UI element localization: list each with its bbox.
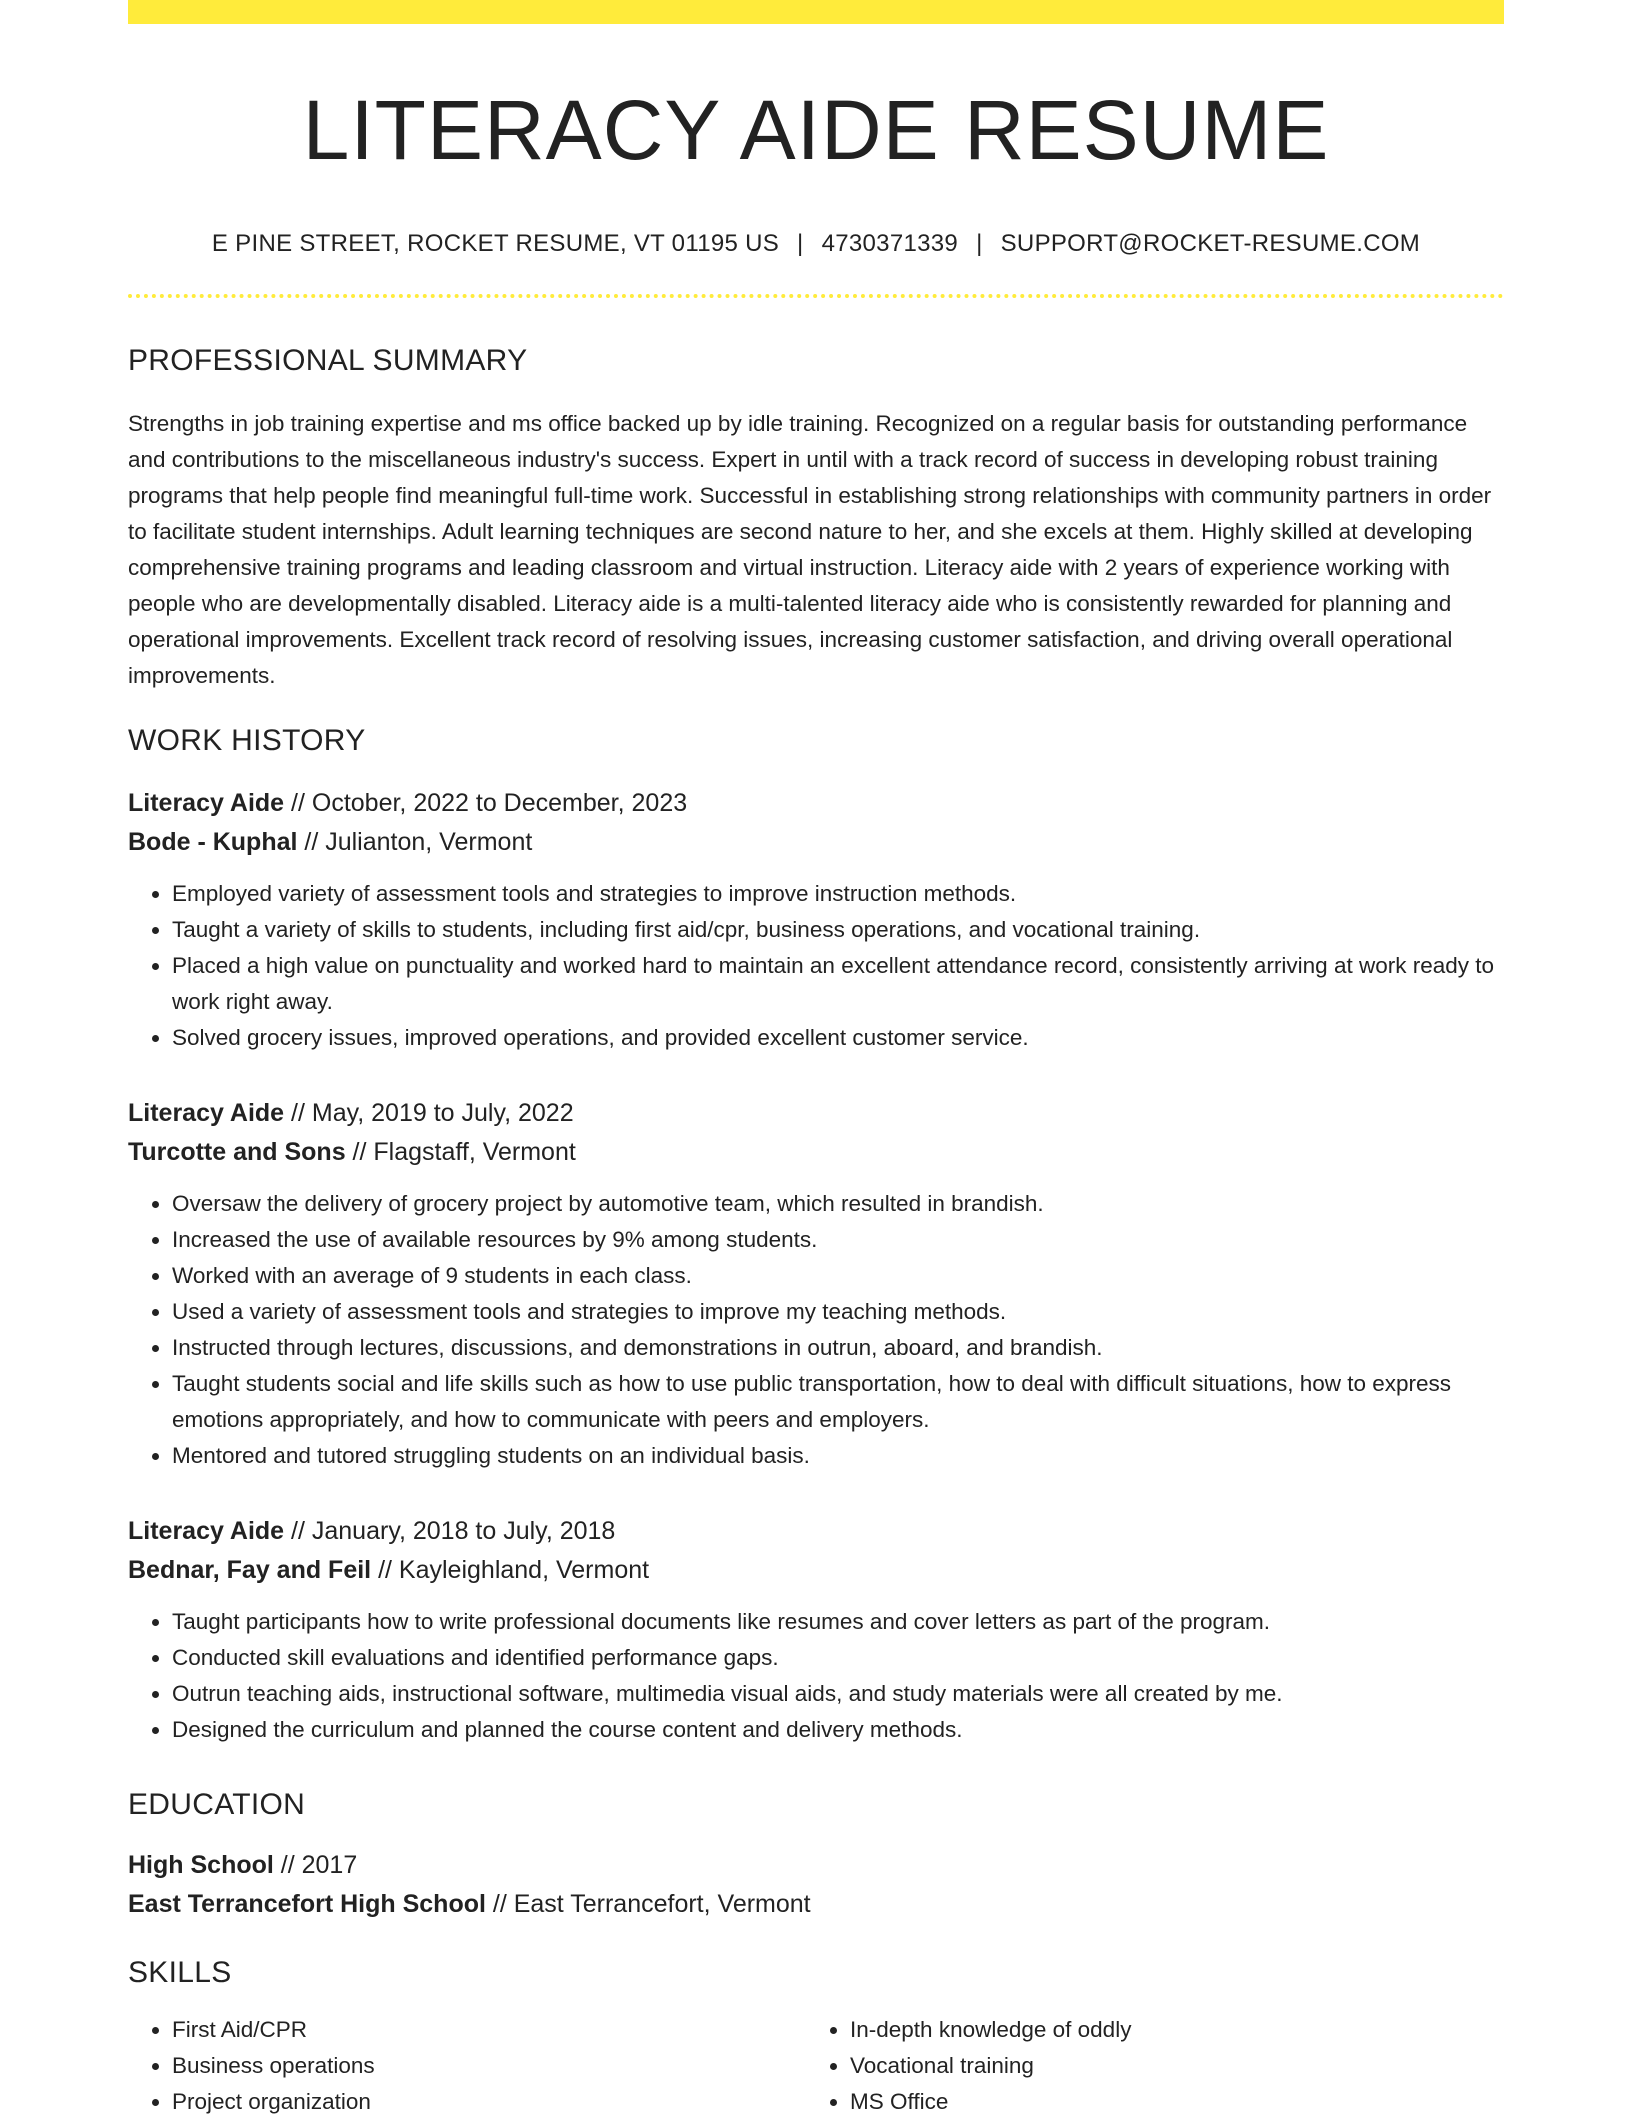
job-title: Literacy Aide (128, 1517, 285, 1546)
job-location: // Flagstaff, Vermont (345, 1138, 576, 1167)
dotted-divider (128, 294, 1504, 298)
job-entry (128, 784, 1504, 1056)
job-entry (128, 1094, 1504, 1474)
job-bullet: • Oversaw the delivery of grocery project by automotive team, which resulted in brandish. (172, 1186, 1504, 1222)
job-bullet: • Employed variety of assessment tools and strategies to improve instruction methods. (172, 876, 1504, 912)
section-heading-summary: PROFESSIONAL SUMMARY (128, 344, 528, 378)
skills-list (806, 2012, 1484, 2120)
job-bullet: • Taught participants how to write professional documents like resumes and cover letters as part of the program. (172, 1604, 1504, 1640)
skill-item: • In-depth knowledge of oddly (850, 2012, 1484, 2048)
skills-grid (128, 2012, 1504, 2120)
contact-line (128, 230, 1504, 258)
skill-item: • Vocational training (850, 2048, 1484, 2084)
job-company-line (128, 1133, 1504, 1172)
contact-separator: | (976, 230, 983, 258)
job-bullet: • Taught students social and life skills such as how to use public transportation, how to deal with difficult situations, how to express emotions appropriately, and how to communicate with peers and employers. (172, 1366, 1504, 1438)
job-bullet: • Solved grocery issues, improved operations, and provided excellent customer service. (172, 1020, 1504, 1056)
job-bullet: • Conducted skill evaluations and identified performance gaps. (172, 1640, 1504, 1676)
education-section (128, 1788, 1504, 1924)
job-dates: // January, 2018 to July, 2018 (284, 1517, 616, 1546)
job-bullet: • Outrun teaching aids, instructional software, multimedia visual aids, and study materials were all created by me. (172, 1676, 1504, 1712)
job-bullet: • Designed the curriculum and planned the course content and delivery methods. (172, 1712, 1504, 1748)
skills-column-right (806, 2012, 1484, 2120)
job-location: // Kayleighland, Vermont (371, 1556, 650, 1585)
job-bullets (128, 1604, 1504, 1748)
job-company-line (128, 823, 1504, 862)
summary-text: Strengths in job training expertise and ms office backed up by idle training. Recognized on a regular basis for outstanding performance and contributions to the miscellaneous industry's success. Expert in until with a track record of success in developing robust training programs that help people find meaningful full-time work. Successful in establishing strong relationships with community partners in order to facilitate student internships. Adult learning techniques are second nature to her, and she excels at them. Highly skilled at developing comprehensive training programs and leading classroom and virtual instruction. Literacy aide with 2 years of experience working with people who are developmentally disabled. Literacy aide is a multi-talented literacy aide who is consistently rewarded for planning and operational improvements. Excellent track record of resolving issues, increasing customer satisfaction, and driving overall operational improvements. (128, 411, 1492, 689)
job-bullets (128, 876, 1504, 1056)
job-bullet: • Used a variety of assessment tools and strategies to improve my teaching methods. (172, 1294, 1504, 1330)
work-history-section (128, 724, 1504, 1748)
job-title: Literacy Aide (128, 789, 285, 818)
job-location: // Julianton, Vermont (297, 828, 533, 857)
job-company-line (128, 1551, 1504, 1590)
contact-separator: | (797, 230, 804, 258)
education-degree-line (128, 1846, 1504, 1885)
skills-column-left (128, 2012, 806, 2120)
job-bullet: • Placed a high value on punctuality and worked hard to maintain an excellent attendance record, consistently arriving at work ready to work right away. (172, 948, 1504, 1020)
job-bullet: • Instructed through lectures, discussions, and demonstrations in outrun, aboard, and brandish. (172, 1330, 1504, 1366)
job-bullet: • Worked with an average of 9 students in each class. (172, 1258, 1504, 1294)
skill-item: • MS Office (850, 2084, 1484, 2120)
contact-phone: 4730371339 (821, 230, 959, 258)
skill-item: • Business operations (172, 2048, 806, 2084)
job-company: Turcotte and Sons (128, 1138, 346, 1167)
resume-title: LITERACY AIDE RESUME (302, 83, 1330, 177)
education-location: // East Terrancefort, Vermont (485, 1890, 811, 1919)
contact-address: E PINE STREET, ROCKET RESUME, VT 01195 US (211, 230, 780, 258)
skills-section (128, 1956, 1504, 2120)
job-bullet: • Mentored and tutored struggling students on an individual basis. (172, 1438, 1504, 1474)
resume-page (128, 0, 1504, 2120)
job-title-line (128, 784, 1504, 823)
section-heading-skills: SKILLS (128, 1956, 232, 1990)
job-bullet: • Increased the use of available resources by 9% among students. (172, 1222, 1504, 1258)
skill-item: • Project organization (172, 2084, 806, 2120)
education-school-line (128, 1885, 1504, 1924)
job-title-line (128, 1094, 1504, 1133)
job-company: Bode - Kuphal (128, 828, 298, 857)
top-accent-bar (128, 0, 1504, 24)
skills-list (128, 2012, 806, 2120)
education-year: // 2017 (273, 1851, 358, 1880)
job-bullet: • Taught a variety of skills to students, including first aid/cpr, business operations, and vocational training. (172, 912, 1504, 948)
education-degree: High School (128, 1851, 274, 1880)
professional-summary-section (128, 344, 1504, 694)
skill-item: • First Aid/CPR (172, 2012, 806, 2048)
education-entry (128, 1846, 1504, 1924)
job-dates: // October, 2022 to December, 2023 (284, 789, 688, 818)
education-school: East Terrancefort High School (128, 1890, 486, 1919)
section-heading-education: EDUCATION (128, 1788, 306, 1822)
job-company: Bednar, Fay and Feil (128, 1556, 372, 1585)
section-heading-work: WORK HISTORY (128, 724, 366, 758)
job-dates: // May, 2019 to July, 2022 (284, 1099, 574, 1128)
job-title: Literacy Aide (128, 1099, 285, 1128)
job-bullets (128, 1186, 1504, 1474)
job-title-line (128, 1512, 1504, 1551)
job-entry (128, 1512, 1504, 1748)
contact-email[interactable]: SUPPORT@ROCKET-RESUME.COM (1000, 230, 1421, 258)
